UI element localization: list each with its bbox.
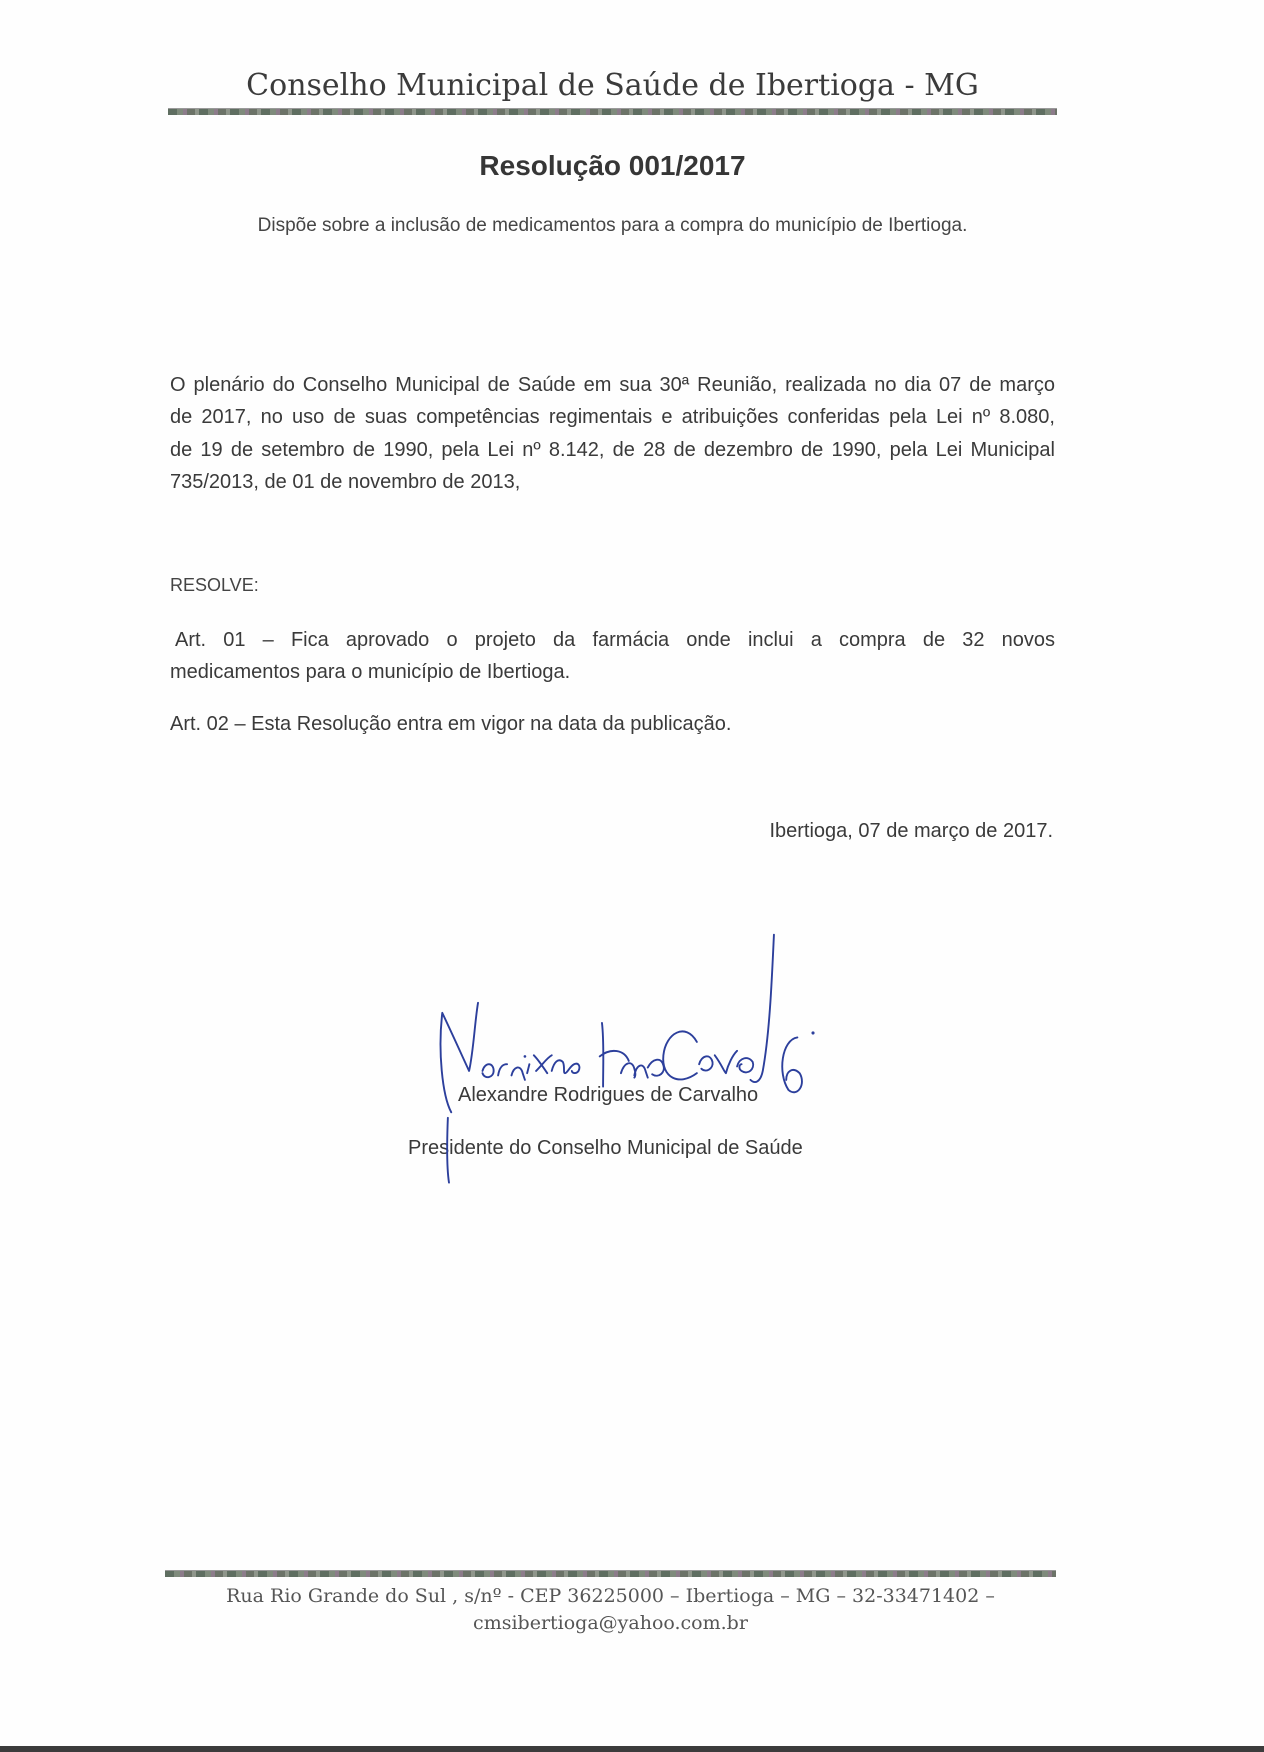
signature-dot bbox=[524, 1055, 527, 1058]
signature-stroke bbox=[663, 1031, 697, 1079]
footer-address: Rua Rio Grande do Sul , s/nº - CEP 36225000 – Ibertioga – MG – 32-33471402 – bbox=[226, 1585, 995, 1607]
signature-stroke bbox=[482, 1055, 579, 1080]
signatory-role: Presidente do Conselho Municipal de Saúde bbox=[408, 1137, 803, 1159]
scan-bottom-edge bbox=[0, 1746, 1264, 1752]
resolution-title: Resolução 001/2017 bbox=[479, 150, 746, 181]
preamble-line: de 19 de setembro de 1990, pela Lei nº 8.142, de 28 de dezembro de 1990, pela Lei Municipal bbox=[170, 438, 1055, 461]
footer-email: cmsibertioga@yahoo.com.br bbox=[473, 1612, 748, 1634]
preamble-paragraph bbox=[170, 369, 1055, 499]
resolution-summary: Dispõe sobre a inclusão de medicamentos para a compra do município de Ibertioga. bbox=[257, 215, 968, 236]
preamble-line: de 2017, no uso de suas competências regimentais e atribuições conferidas pela Lei nº 8.080, bbox=[170, 406, 1055, 429]
article-02 bbox=[170, 708, 1055, 740]
article-line: Art. 01 – Fica aprovado o projeto da farmácia onde inclui a compra de 32 novos bbox=[175, 629, 1055, 651]
signature-stroke bbox=[600, 1023, 664, 1087]
signature-stroke bbox=[699, 1051, 753, 1073]
place-and-date: Ibertioga, 07 de março de 2017. bbox=[769, 820, 1053, 842]
resolve-label: RESOLVE: bbox=[170, 575, 259, 595]
article-01 bbox=[170, 624, 1055, 689]
letterhead-rule bbox=[168, 108, 1057, 115]
council-letterhead-title: Conselho Municipal de Saúde de Ibertioga - MG bbox=[246, 68, 979, 103]
article-line: Art. 02 – Esta Resolução entra em vigor na data da publicação. bbox=[170, 713, 732, 735]
signature-stroke bbox=[782, 1037, 802, 1092]
footer-rule bbox=[165, 1570, 1056, 1577]
article-line: medicamentos para o município de Ibertioga. bbox=[170, 661, 571, 684]
preamble-line: O plenário do Conselho Municipal de Saúde em sua 30ª Reunião, realizada no dia 07 de março bbox=[170, 374, 1055, 396]
signature-stroke bbox=[750, 935, 773, 1082]
preamble-line: 735/2013, de 01 de novembro de 2013, bbox=[170, 471, 521, 494]
signatory-name: Alexandre Rodrigues de Carvalho bbox=[458, 1084, 759, 1106]
signature-dot bbox=[811, 1031, 814, 1034]
